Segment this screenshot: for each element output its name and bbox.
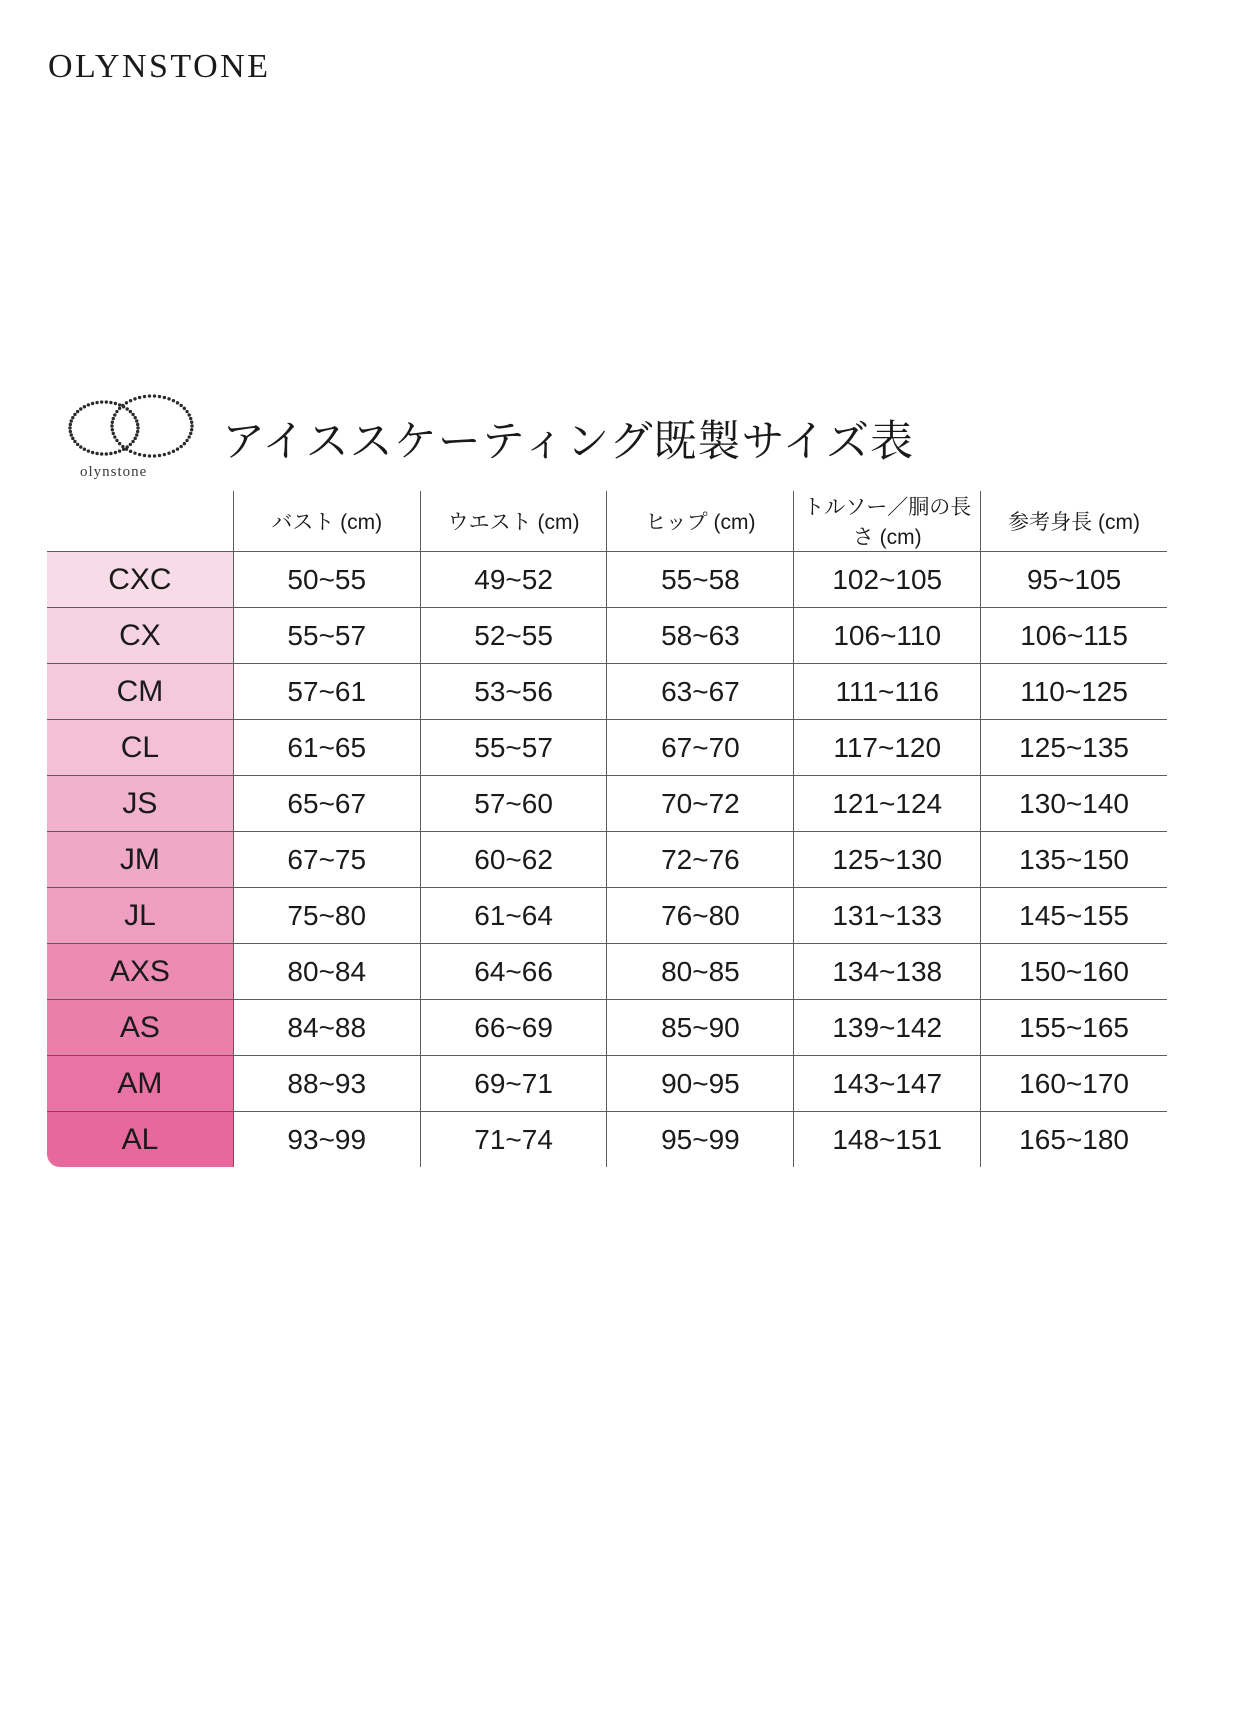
table-cell-bust: 88~93 <box>233 1056 420 1112</box>
table-header-cell-bust: バスト (cm) <box>233 491 420 552</box>
table-cell-torso: 148~151 <box>794 1112 981 1168</box>
table-cell-bust: 93~99 <box>233 1112 420 1168</box>
table-cell-bust: 65~67 <box>233 776 420 832</box>
table-cell-torso: 125~130 <box>794 832 981 888</box>
table-cell-bust: 75~80 <box>233 888 420 944</box>
table-cell-hip: 85~90 <box>607 1000 794 1056</box>
table-header-row <box>47 491 1168 552</box>
table-cell-height: 110~125 <box>981 664 1168 720</box>
table-cell-height: 135~150 <box>981 832 1168 888</box>
table-cell-hip: 95~99 <box>607 1112 794 1168</box>
table-body <box>47 552 1168 1168</box>
size-label-cell: JS <box>47 776 234 832</box>
table-cell-bust: 57~61 <box>233 664 420 720</box>
table-cell-height: 145~155 <box>981 888 1168 944</box>
size-label-cell: JM <box>47 832 234 888</box>
table-cell-height: 165~180 <box>981 1112 1168 1168</box>
table-cell-bust: 61~65 <box>233 720 420 776</box>
table-cell-hip: 67~70 <box>607 720 794 776</box>
table-cell-height: 150~160 <box>981 944 1168 1000</box>
table-cell-torso: 139~142 <box>794 1000 981 1056</box>
logo-caption: olynstone <box>80 464 148 480</box>
table-cell-hip: 55~58 <box>607 552 794 608</box>
table-cell-hip: 58~63 <box>607 608 794 664</box>
table-cell-torso: 106~110 <box>794 608 981 664</box>
table-cell-height: 125~135 <box>981 720 1168 776</box>
brand-wordmark: OLYNSTONE <box>48 48 271 85</box>
size-label-cell: AM <box>47 1056 234 1112</box>
size-label-cell: CM <box>47 664 234 720</box>
table-cell-waist: 60~62 <box>420 832 607 888</box>
olynstone-logo-icon <box>48 392 216 484</box>
table-cell-waist: 53~56 <box>420 664 607 720</box>
table-cell-bust: 67~75 <box>233 832 420 888</box>
size-label-cell: AXS <box>47 944 234 1000</box>
table-cell-waist: 71~74 <box>420 1112 607 1168</box>
table-cell-height: 130~140 <box>981 776 1168 832</box>
table-cell-torso: 131~133 <box>794 888 981 944</box>
table-row <box>47 1056 1168 1112</box>
table-cell-waist: 49~52 <box>420 552 607 608</box>
table-row <box>47 888 1168 944</box>
table-cell-waist: 66~69 <box>420 1000 607 1056</box>
table-cell-torso: 111~116 <box>794 664 981 720</box>
table-header <box>47 491 1168 552</box>
size-chart-table <box>46 490 1168 1168</box>
table-cell-height: 155~165 <box>981 1000 1168 1056</box>
table-cell-hip: 63~67 <box>607 664 794 720</box>
table-header-cell-waist: ウエスト (cm) <box>420 491 607 552</box>
size-label-cell: JL <box>47 888 234 944</box>
table-header-cell-size <box>47 491 234 552</box>
table-row <box>47 720 1168 776</box>
size-label-cell: AL <box>47 1112 234 1168</box>
table-cell-waist: 55~57 <box>420 720 607 776</box>
table-header-cell-height: 参考身長 (cm) <box>981 491 1168 552</box>
table-cell-waist: 57~60 <box>420 776 607 832</box>
size-label-cell: CL <box>47 720 234 776</box>
table-cell-bust: 55~57 <box>233 608 420 664</box>
title-row <box>48 392 1148 484</box>
table-cell-bust: 84~88 <box>233 1000 420 1056</box>
table-row <box>47 1000 1168 1056</box>
table-cell-waist: 52~55 <box>420 608 607 664</box>
table-row <box>47 944 1168 1000</box>
size-label-cell: CXC <box>47 552 234 608</box>
table-cell-torso: 121~124 <box>794 776 981 832</box>
table-cell-waist: 69~71 <box>420 1056 607 1112</box>
table-cell-waist: 61~64 <box>420 888 607 944</box>
size-chart-container <box>46 490 1168 1168</box>
page-title: アイススケーティング既製サイズ表 <box>222 417 914 466</box>
table-cell-bust: 80~84 <box>233 944 420 1000</box>
table-cell-hip: 76~80 <box>607 888 794 944</box>
table-row <box>47 664 1168 720</box>
table-header-cell-torso: トルソー／胴の長さ (cm) <box>794 491 981 552</box>
table-row <box>47 832 1168 888</box>
table-header-cell-hip: ヒップ (cm) <box>607 491 794 552</box>
table-row <box>47 552 1168 608</box>
size-label-cell: AS <box>47 1000 234 1056</box>
table-cell-torso: 143~147 <box>794 1056 981 1112</box>
table-cell-torso: 134~138 <box>794 944 981 1000</box>
table-cell-hip: 70~72 <box>607 776 794 832</box>
table-cell-height: 160~170 <box>981 1056 1168 1112</box>
table-row <box>47 1112 1168 1168</box>
table-cell-bust: 50~55 <box>233 552 420 608</box>
size-label-cell: CX <box>47 608 234 664</box>
table-cell-torso: 117~120 <box>794 720 981 776</box>
table-cell-hip: 90~95 <box>607 1056 794 1112</box>
table-cell-height: 106~115 <box>981 608 1168 664</box>
table-row <box>47 608 1168 664</box>
table-cell-height: 95~105 <box>981 552 1168 608</box>
table-cell-torso: 102~105 <box>794 552 981 608</box>
table-cell-waist: 64~66 <box>420 944 607 1000</box>
table-cell-hip: 72~76 <box>607 832 794 888</box>
table-row <box>47 776 1168 832</box>
table-cell-hip: 80~85 <box>607 944 794 1000</box>
